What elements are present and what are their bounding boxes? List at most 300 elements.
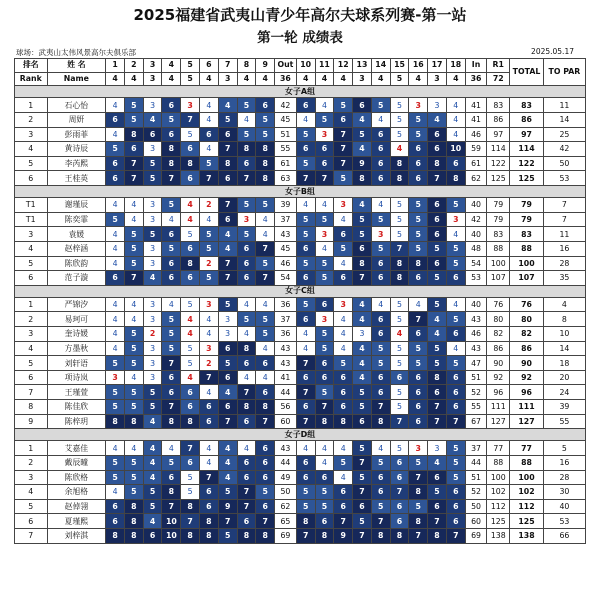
player-hole-score: 6	[446, 514, 465, 529]
player-row	[15, 312, 586, 327]
player-subtotal: 125	[487, 514, 510, 529]
player-row	[15, 127, 586, 142]
player-name: 王瑾萱	[47, 385, 106, 400]
player-hole-score: 4	[143, 470, 162, 485]
player-hole-score: 5	[237, 98, 256, 113]
player-hole-score: 5	[390, 341, 409, 356]
header-par: 5	[390, 72, 409, 86]
player-hole-score: 7	[334, 127, 353, 142]
player-hole-score: 8	[237, 400, 256, 415]
player-hole-score: 4	[315, 98, 334, 113]
player-subtotal: 43	[465, 312, 487, 327]
player-hole-score: 4	[124, 198, 143, 213]
player-hole-score: 6	[296, 271, 315, 286]
player-hole-score: 6	[296, 470, 315, 485]
player-name: 周妍	[47, 112, 106, 127]
player-hole-score: 5	[237, 227, 256, 242]
player-hole-score: 6	[371, 312, 390, 327]
player-hole-score: 8	[315, 528, 334, 543]
player-hole-score: 7	[296, 356, 315, 371]
player-hole-score: 8	[334, 414, 353, 429]
player-hole-score: 4	[106, 341, 125, 356]
player-hole-score: 5	[256, 198, 275, 213]
player-row	[15, 514, 586, 529]
player-subtotal: 79	[487, 198, 510, 213]
player-hole-score: 7	[218, 514, 237, 529]
player-hole-score: 7	[181, 112, 200, 127]
player-hole-score: 5	[162, 456, 181, 471]
player-hole-score: 3	[143, 341, 162, 356]
player-hole-score: 5	[353, 400, 372, 415]
player-hole-score: 6	[428, 470, 447, 485]
player-hole-score: 5	[124, 241, 143, 256]
header-hole: 10	[296, 59, 315, 73]
player-subtotal: 138	[487, 528, 510, 543]
player-hole-score: 8	[162, 414, 181, 429]
player-hole-score: 4	[124, 312, 143, 327]
player-subtotal: 43	[275, 227, 297, 242]
player-hole-score: 8	[390, 528, 409, 543]
player-hole-score: 5	[256, 312, 275, 327]
player-hole-score: 5	[162, 327, 181, 342]
player-total: 111	[510, 400, 544, 415]
player-hole-score: 6	[409, 271, 428, 286]
player-hole-score: 5	[390, 356, 409, 371]
player-rank: 7	[15, 528, 48, 543]
player-hole-score: 6	[446, 370, 465, 385]
player-hole-score: 6	[409, 400, 428, 415]
player-hole-score: 4	[256, 341, 275, 356]
player-hole-score: 5	[371, 456, 390, 471]
player-hole-score: 6	[237, 256, 256, 271]
player-hole-score: 5	[106, 385, 125, 400]
player-hole-score: 6	[390, 470, 409, 485]
player-subtotal: 43	[275, 341, 297, 356]
player-hole-score: 8	[256, 156, 275, 171]
player-hole-score: 6	[106, 112, 125, 127]
player-rank: 8	[15, 400, 48, 415]
player-name: 奎诗媛	[47, 327, 106, 342]
player-total: 79	[510, 198, 544, 213]
player-hole-score: 7	[296, 528, 315, 543]
player-hole-score: 7	[296, 385, 315, 400]
player-to-par: 66	[543, 528, 585, 543]
player-subtotal: 54	[275, 271, 297, 286]
player-hole-score: 5	[181, 356, 200, 371]
player-hole-score: 6	[315, 470, 334, 485]
player-row	[15, 370, 586, 385]
player-rank: 4	[15, 341, 48, 356]
player-hole-score: 6	[446, 485, 465, 500]
player-hole-score: 9	[218, 499, 237, 514]
player-total: 79	[510, 212, 544, 227]
player-hole-score: 3	[446, 212, 465, 227]
player-hole-score: 5	[162, 241, 181, 256]
player-hole-score: 4	[353, 198, 372, 213]
player-subtotal: 88	[487, 241, 510, 256]
player-subtotal: 36	[275, 327, 297, 342]
player-name: 石心怡	[47, 98, 106, 113]
player-hole-score: 5	[446, 198, 465, 213]
player-hole-score: 5	[409, 356, 428, 371]
player-hole-score: 8	[181, 256, 200, 271]
player-to-par: 30	[543, 485, 585, 500]
player-name: 黄诗辰	[47, 142, 106, 157]
player-subtotal: 46	[465, 127, 487, 142]
player-hole-score: 4	[237, 370, 256, 385]
player-total: 83	[510, 98, 544, 113]
header-hole: R1	[487, 59, 510, 73]
header-hole: 5	[181, 59, 200, 73]
player-rank: 1	[15, 297, 48, 312]
group-label: 女子A组	[15, 86, 586, 98]
player-hole-score: 5	[390, 112, 409, 127]
player-hole-score: 4	[446, 297, 465, 312]
player-hole-score: 4	[256, 297, 275, 312]
player-subtotal: 60	[275, 414, 297, 429]
group-label: 女子D组	[15, 429, 586, 441]
player-hole-score: 6	[162, 256, 181, 271]
player-row	[15, 256, 586, 271]
player-rank: 4	[15, 241, 48, 256]
player-subtotal: 61	[275, 156, 297, 171]
player-hole-score: 4	[218, 385, 237, 400]
group-row	[15, 86, 586, 98]
player-hole-score: 5	[409, 227, 428, 242]
player-name: 袁媛	[47, 227, 106, 242]
player-hole-score: 5	[124, 256, 143, 271]
player-hole-score: 5	[106, 212, 125, 227]
player-hole-score: 6	[334, 385, 353, 400]
player-hole-score: 5	[428, 297, 447, 312]
player-hole-score: 8	[237, 142, 256, 157]
player-hole-score: 8	[181, 499, 200, 514]
player-subtotal: 42	[465, 212, 487, 227]
player-hole-score: 3	[143, 312, 162, 327]
player-hole-score: 8	[296, 514, 315, 529]
player-hole-score: 4	[428, 327, 447, 342]
player-hole-score: 6	[200, 485, 219, 500]
player-hole-score: 8	[409, 485, 428, 500]
player-rank: 5	[15, 156, 48, 171]
player-hole-score: 5	[296, 212, 315, 227]
player-hole-score: 3	[143, 356, 162, 371]
player-hole-score: 4	[106, 312, 125, 327]
player-hole-score: 5	[334, 171, 353, 186]
player-hole-score: 7	[218, 142, 237, 157]
player-hole-score: 4	[334, 441, 353, 456]
player-row	[15, 356, 586, 371]
player-hole-score: 8	[124, 499, 143, 514]
player-hole-score: 7	[162, 356, 181, 371]
player-hole-score: 5	[106, 400, 125, 415]
player-hole-score: 5	[353, 385, 372, 400]
player-subtotal: 39	[275, 198, 297, 213]
player-to-par: 10	[543, 327, 585, 342]
player-hole-score: 7	[428, 400, 447, 415]
player-hole-score: 8	[237, 341, 256, 356]
player-hole-score: 4	[256, 212, 275, 227]
player-hole-score: 5	[390, 400, 409, 415]
player-hole-score: 5	[371, 212, 390, 227]
player-hole-score: 5	[353, 470, 372, 485]
player-hole-score: 3	[315, 127, 334, 142]
player-to-par: 7	[543, 198, 585, 213]
player-name: 方墨秋	[47, 341, 106, 356]
player-to-par: 16	[543, 241, 585, 256]
player-hole-score: 7	[334, 156, 353, 171]
player-hole-score: 5	[237, 127, 256, 142]
player-hole-score: 6	[315, 297, 334, 312]
player-hole-score: 6	[446, 499, 465, 514]
player-hole-score: 4	[106, 127, 125, 142]
player-hole-score: 8	[181, 156, 200, 171]
player-hole-score: 7	[218, 271, 237, 286]
player-to-par: 53	[543, 514, 585, 529]
player-hole-score: 5	[218, 112, 237, 127]
player-hole-score: 6	[162, 227, 181, 242]
player-name: 彭雨菲	[47, 127, 106, 142]
player-hole-score: 5	[124, 98, 143, 113]
player-hole-score: 6	[409, 385, 428, 400]
player-hole-score: 6	[353, 241, 372, 256]
player-hole-score: 4	[334, 341, 353, 356]
header-par: 4	[237, 72, 256, 86]
player-hole-score: 6	[162, 370, 181, 385]
player-to-par: 40	[543, 499, 585, 514]
player-hole-score: 5	[256, 112, 275, 127]
player-to-par: 7	[543, 212, 585, 227]
player-hole-score: 5	[256, 327, 275, 342]
player-subtotal: 92	[487, 370, 510, 385]
player-hole-score: 7	[256, 241, 275, 256]
header-par: 4	[200, 72, 219, 86]
header-par: 4	[106, 72, 125, 86]
player-hole-score: 6	[371, 370, 390, 385]
player-hole-score: 4	[200, 98, 219, 113]
player-hole-score: 6	[446, 271, 465, 286]
player-hole-score: 5	[371, 98, 390, 113]
player-subtotal: 80	[487, 312, 510, 327]
player-hole-score: 4	[334, 327, 353, 342]
player-row	[15, 98, 586, 113]
player-to-par: 20	[543, 370, 585, 385]
header-par: 4	[334, 72, 353, 86]
player-subtotal: 100	[487, 256, 510, 271]
player-hole-score: 3	[334, 297, 353, 312]
player-hole-score: 7	[200, 470, 219, 485]
player-to-par: 35	[543, 271, 585, 286]
player-hole-score: 4	[428, 456, 447, 471]
player-hole-score: 5	[353, 441, 372, 456]
player-hole-score: 4	[143, 112, 162, 127]
player-hole-score: 5	[409, 112, 428, 127]
header-rank-en: Rank	[15, 72, 48, 86]
player-hole-score: 4	[124, 297, 143, 312]
player-hole-score: 3	[428, 98, 447, 113]
player-subtotal: 77	[487, 441, 510, 456]
player-hole-score: 4	[296, 441, 315, 456]
player-hole-score: 3	[218, 312, 237, 327]
player-row	[15, 528, 586, 543]
player-hole-score: 7	[256, 414, 275, 429]
player-hole-score: 6	[371, 271, 390, 286]
player-hole-score: 6	[200, 499, 219, 514]
header-to-par: TO PAR	[543, 59, 585, 86]
player-hole-score: 5	[200, 227, 219, 242]
header-hole: 9	[256, 59, 275, 73]
player-hole-score: 6	[334, 370, 353, 385]
player-hole-score: 6	[181, 241, 200, 256]
player-name: 赵倬翎	[47, 499, 106, 514]
player-hole-score: 7	[315, 171, 334, 186]
player-hole-score: 8	[162, 156, 181, 171]
player-hole-score: 5	[390, 297, 409, 312]
player-subtotal: 44	[465, 456, 487, 471]
player-hole-score: 7	[200, 171, 219, 186]
header-hole: In	[465, 59, 487, 73]
player-subtotal: 97	[487, 127, 510, 142]
player-hole-score: 3	[353, 327, 372, 342]
player-subtotal: 112	[487, 499, 510, 514]
player-hole-score: 6	[334, 271, 353, 286]
player-hole-score: 6	[296, 370, 315, 385]
player-hole-score: 5	[315, 112, 334, 127]
player-hole-score: 4	[181, 312, 200, 327]
player-rank: T1	[15, 198, 48, 213]
player-hole-score: 6	[390, 456, 409, 471]
player-total: 107	[510, 271, 544, 286]
player-subtotal: 100	[487, 470, 510, 485]
player-hole-score: 4	[353, 370, 372, 385]
player-hole-score: 4	[446, 127, 465, 142]
player-subtotal: 42	[275, 98, 297, 113]
player-hole-score: 6	[353, 98, 372, 113]
player-hole-score: 7	[353, 528, 372, 543]
player-subtotal: 79	[487, 212, 510, 227]
player-hole-score: 7	[296, 171, 315, 186]
player-hole-score: 6	[218, 127, 237, 142]
player-hole-score: 10	[162, 528, 181, 543]
player-hole-score: 4	[371, 198, 390, 213]
player-hole-score: 4	[143, 271, 162, 286]
player-subtotal: 127	[487, 414, 510, 429]
player-subtotal: 59	[465, 142, 487, 157]
player-hole-score: 8	[371, 528, 390, 543]
player-total: 76	[510, 297, 544, 312]
player-hole-score: 5	[124, 485, 143, 500]
player-to-par: 8	[543, 312, 585, 327]
player-hole-score: 4	[200, 142, 219, 157]
player-hole-score: 8	[181, 414, 200, 429]
player-hole-score: 3	[409, 98, 428, 113]
player-hole-score: 5	[124, 385, 143, 400]
player-hole-score: 5	[181, 470, 200, 485]
player-hole-score: 2	[200, 198, 219, 213]
player-hole-score: 8	[371, 414, 390, 429]
player-hole-score: 4	[124, 370, 143, 385]
group-row	[15, 429, 586, 441]
header-par: 36	[275, 72, 297, 86]
player-hole-score: 6	[428, 256, 447, 271]
player-hole-score: 5	[428, 485, 447, 500]
player-hole-score: 4	[334, 470, 353, 485]
player-rank: 5	[15, 256, 48, 271]
player-hole-score: 5	[353, 127, 372, 142]
player-subtotal: 41	[465, 112, 487, 127]
player-hole-score: 4	[106, 198, 125, 213]
player-hole-score: 3	[371, 227, 390, 242]
player-name: 陈佳欣	[47, 400, 106, 415]
player-hole-score: 6	[106, 171, 125, 186]
player-hole-score: 6	[409, 142, 428, 157]
player-hole-score: 5	[181, 485, 200, 500]
player-subtotal: 102	[487, 485, 510, 500]
player-hole-score: 6	[162, 271, 181, 286]
player-subtotal: 114	[487, 142, 510, 157]
player-row	[15, 297, 586, 312]
player-hole-score: 5	[315, 327, 334, 342]
player-hole-score: 4	[218, 456, 237, 471]
player-hole-score: 6	[106, 271, 125, 286]
player-subtotal: 46	[275, 256, 297, 271]
player-hole-score: 5	[106, 470, 125, 485]
player-hole-score: 6	[237, 514, 256, 529]
header-par: 4	[296, 72, 315, 86]
player-hole-score: 6	[315, 514, 334, 529]
player-to-par: 14	[543, 341, 585, 356]
player-hole-score: 6	[200, 414, 219, 429]
player-row	[15, 414, 586, 429]
player-hole-score: 5	[256, 127, 275, 142]
player-row	[15, 441, 586, 456]
player-hole-score: 6	[256, 499, 275, 514]
player-total: 100	[510, 470, 544, 485]
player-total: 114	[510, 142, 544, 157]
player-hole-score: 3	[200, 341, 219, 356]
player-name: 戴辰曈	[47, 456, 106, 471]
player-hole-score: 6	[446, 156, 465, 171]
player-hole-score: 5	[162, 112, 181, 127]
player-row	[15, 142, 586, 157]
player-name: 余旭格	[47, 485, 106, 500]
player-hole-score: 5	[143, 400, 162, 415]
player-rank: 3	[15, 127, 48, 142]
player-hole-score: 5	[371, 241, 390, 256]
player-hole-score: 6	[162, 98, 181, 113]
player-hole-score: 5	[296, 485, 315, 500]
header-par: 4	[256, 72, 275, 86]
player-subtotal: 61	[465, 156, 487, 171]
player-hole-score: 6	[371, 171, 390, 186]
player-subtotal: 52	[465, 385, 487, 400]
player-hole-score: 5	[353, 212, 372, 227]
player-name: 陈欣格	[47, 470, 106, 485]
player-total: 88	[510, 241, 544, 256]
player-hole-score: 4	[315, 456, 334, 471]
player-hole-score: 7	[237, 385, 256, 400]
player-subtotal: 76	[487, 297, 510, 312]
player-rank: 1	[15, 98, 48, 113]
header-row-holes	[15, 59, 586, 73]
player-hole-score: 6	[315, 356, 334, 371]
header-hole: 12	[334, 59, 353, 73]
header-hole: 17	[428, 59, 447, 73]
player-name: 范子漩	[47, 271, 106, 286]
player-hole-score: 7	[428, 514, 447, 529]
player-hole-score: 4	[200, 385, 219, 400]
player-to-par: 4	[543, 297, 585, 312]
